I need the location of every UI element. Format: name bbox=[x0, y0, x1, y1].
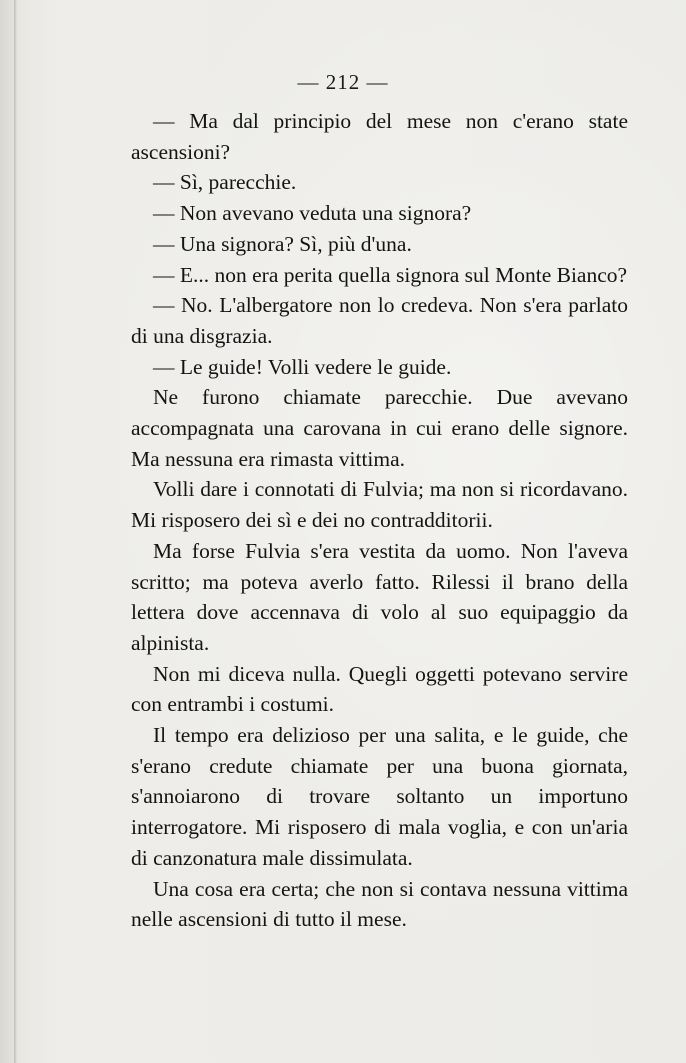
page-body-text bbox=[131, 106, 628, 935]
paragraph-8: Ne furono chiamate parecchie. Due avevano accompagnata una carovana in cui erano delle signore. Ma nessuna era rimasta vittima. bbox=[131, 385, 628, 471]
paragraph-1: — Ma dal principio del mese non c'erano state ascensioni? bbox=[131, 109, 628, 164]
paragraph-4: — Una signora? Sì, più d'una. bbox=[153, 231, 412, 256]
page-number: — 212 — bbox=[297, 70, 389, 94]
paragraph-9: Volli dare i connotati di Fulvia; ma non si ricordavano. Mi risposero dei sì e dei no contradditorii. bbox=[131, 477, 628, 533]
paragraph-2: — Sì, parecchie. bbox=[153, 170, 297, 195]
paragraph-13: Una cosa era certa; che non si contava nessuna vittima nelle ascensioni di tutto il mese. bbox=[131, 876, 628, 932]
paragraph-11: Non mi diceva nulla. Quegli oggetti potevano servire con entrambi i costumi. bbox=[131, 661, 628, 717]
paragraph-5: — E... non era perita quella signora sul Monte Bianco? bbox=[153, 262, 628, 287]
paragraph-7: — Le guide! Volli vedere le guide. bbox=[153, 354, 452, 379]
paragraph-3: — Non avevano veduta una signora? bbox=[153, 201, 472, 226]
paragraph-6: — No. L'albergatore non lo credeva. Non s'era parlato di una disgrazia. bbox=[131, 293, 628, 348]
page-spine-shadow bbox=[14, 0, 17, 1063]
paragraph-10: Ma forse Fulvia s'era vestita da uomo. Non l'aveva scritto; ma poteva averlo fatto. Rilessi il brano della lettera dove accennava di volo al suo equipaggio da alpinista. bbox=[131, 538, 628, 655]
paragraph-12: Il tempo era delizioso per una salita, e le guide, che s'erano credute chiamate per una buona giornata, s'annoiarono di trovare soltanto un importuno interrogatore. Mi risposero di mala voglia, e con un'aria di canzonatura male dissimulata. bbox=[131, 723, 628, 870]
